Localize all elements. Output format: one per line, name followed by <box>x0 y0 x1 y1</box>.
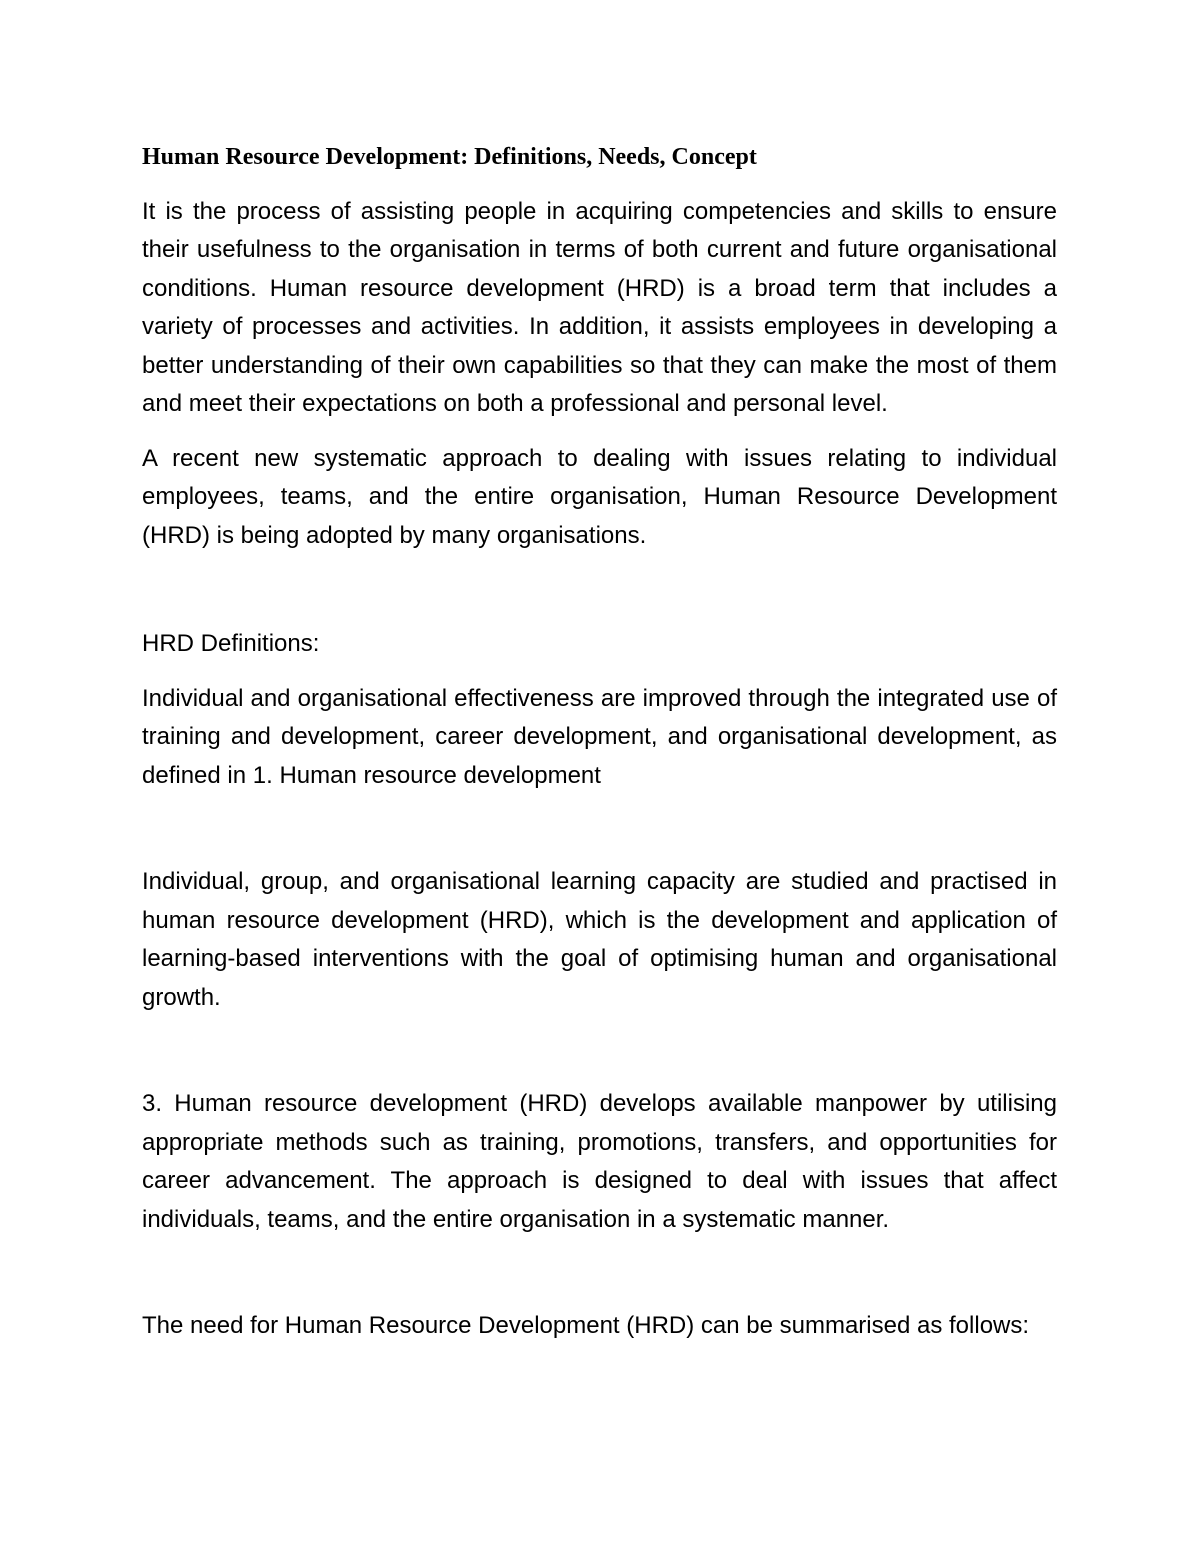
definition-3-paragraph: 3. Human resource development (HRD) develops available manpower by utilising appropriate methods such as training, promotions, transfers, and opportunities for career advancement. The approach is designed to deal with issues that affect individuals, teams, and the entire organisation in a systematic manner. <box>142 1090 1057 1233</box>
intro-paragraph: It is the process of assisting people in acquiring competencies and skills to ensure their usefulness to the organisation in terms of both current and future organisational conditions. Human resource development (HRD) is a broad term that includes a variety of processes and activities. In addition, it assists employees in developing a better understanding of their own capabilities so that they can make the most of them and meet their expectations on both a professional and personal level. <box>142 197 1057 417</box>
approach-paragraph: A recent new systematic approach to dealing with issues relating to individual employees, teams, and the entire organisation, Human Resource Development (HRD) is being adopted by many organisations. <box>142 444 1057 549</box>
definitions-heading: HRD Definitions: <box>142 630 320 657</box>
definition-2-paragraph: Individual, group, and organisational learning capacity are studied and practised in human resource development (HRD), which is the development and application of learning-based interventions with the goal of optimising human and organisational growth. <box>142 868 1057 1011</box>
document-title: Human Resource Development: Definitions, Needs, Concept <box>142 144 757 170</box>
hrd-need-intro: The need for Human Resource Development (HRD) can be summarised as follows: <box>142 1312 1030 1339</box>
definition-1-paragraph: Individual and organisational effectiveness are improved through the integrated use of training and development, career development, and organisational development, as defined in 1. Human resource development <box>142 684 1057 789</box>
document-body <box>142 138 1057 1362</box>
